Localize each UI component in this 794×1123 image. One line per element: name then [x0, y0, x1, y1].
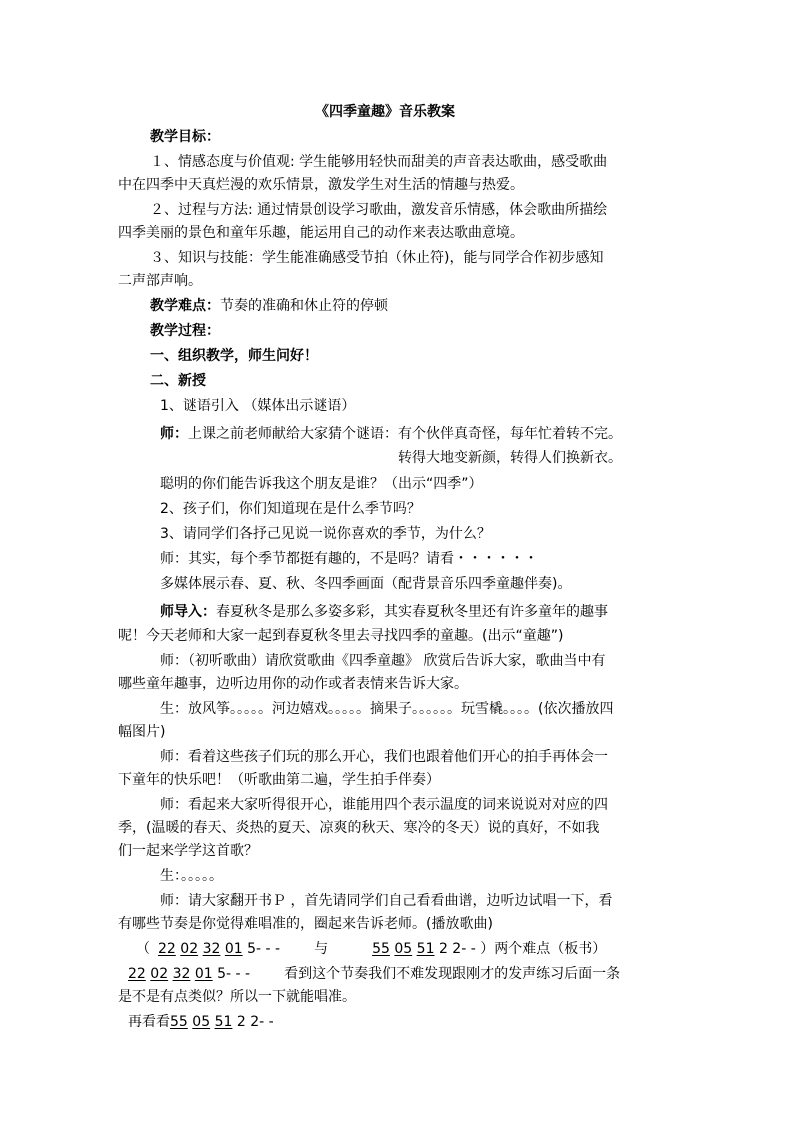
- season-question: 2、孩子们，你们知道现在是什么季节吗？: [160, 501, 421, 517]
- goal-1-line-2: 中在四季中天真烂漫的欢乐情景，激发学生对生活的情趣与热爱。: [118, 177, 524, 193]
- teacher-intro-text: 春夏秋冬是那么多姿多彩，其实春夏秋冬里还有许多童年的趣事: [216, 604, 608, 620]
- rhythm-note: 01: [194, 966, 213, 982]
- rhythm-tail: 5- - -: [217, 966, 251, 982]
- document-title: 《四季童趣》音乐教案: [315, 104, 455, 120]
- goal-3-line-1: ３、知识与技能：学生能准确感受节拍（休止符)，能与同学合作初步感知: [150, 250, 604, 266]
- goal-3-line-2: 二声部声响。: [118, 273, 202, 289]
- listen-line-2: 哪些童年趣事，边听边用你的动作或者表情来告诉大家。: [118, 676, 468, 692]
- rhythm-compare-line: [128, 964, 620, 984]
- rhythm-tail: 2 2- - ）两个难点（板书）: [438, 941, 607, 957]
- media-show-line: 多媒体展示春、夏、秋、冬四季画面（配背景音乐四季童趣伴奏)。: [160, 576, 572, 592]
- rhythm-note: 02: [150, 966, 169, 982]
- rhythm-compare-text: 看到这个节奏我们不难发现跟刚才的发声练习后面一条: [284, 966, 621, 982]
- rhythm-note: 55: [372, 941, 390, 957]
- temperature-line-3: 们一起来学学这首歌？: [118, 843, 258, 859]
- rhythm-note: 51: [214, 1014, 233, 1030]
- rhythm-difficulty-line: [136, 939, 606, 959]
- open-book-line-2: 有哪些节奏是你觉得难唱准的，圈起来告诉老师。(播放歌曲): [118, 916, 493, 932]
- rhythm-note: 32: [202, 941, 221, 957]
- step-1-heading: 一、组织教学，师生问好！: [150, 348, 318, 364]
- goal-1-line-1: １、情感态度与价值观: 学生能够用轻快而甜美的声音表达歌曲，感受歌曲: [150, 154, 608, 170]
- favorite-season-question: 3、请同学们各抒己见说一说你喜欢的季节，为什么？: [160, 526, 491, 542]
- rhythm-note: 22: [128, 966, 146, 982]
- teacher-intro-line-1: [160, 602, 608, 622]
- rhythm-note: 05: [394, 941, 413, 957]
- look-again-prefix: 再看看: [128, 1014, 170, 1030]
- open-book-line-1: 师：请大家翻开书Ｐ ，首先请同学们自己看看曲谱，边听边试唱一下，看: [160, 893, 613, 909]
- riddle-text: 上课之前老师献给大家猜个谜语：有个伙伴真奇怪，每年忙着转不完。: [188, 426, 622, 442]
- temperature-line-2: 季，(温暖的春天、炎热的夏天、凉爽的秋天、寒冷的冬天）说的真好，不如我: [118, 820, 600, 836]
- teacher-intro-line-2: 呢！今天老师和大家一起到春夏秋冬里去寻找四季的童趣。(出示“童趣”): [118, 628, 564, 644]
- rhythm-open-paren: （: [136, 941, 150, 957]
- clap-line-2: 下童年的快乐吧！（听歌曲第二遍，学生拍手伴奏）: [118, 772, 440, 788]
- process-heading: 教学过程：: [150, 323, 220, 339]
- teacher-intro-label: 师导入：: [160, 604, 216, 620]
- rhythm-note: 05: [192, 1014, 211, 1030]
- temperature-line-1: 师：看起来大家听得很开心，谁能用四个表示温度的词来说说对对应的四: [160, 797, 608, 813]
- look-again-line: [128, 1012, 274, 1032]
- rhythm-note: 01: [224, 941, 243, 957]
- riddle-line-2: 转得大地变新颜，转得人们换新衣。: [398, 450, 622, 466]
- step-2-heading: 二、新授: [150, 373, 206, 389]
- riddle-line-1: [160, 424, 622, 444]
- goal-2-line-1: ２、过程与方法: 通过情景创设学习歌曲，激发音乐情感，体会歌曲所描绘: [150, 202, 608, 218]
- goals-heading: 教学目标：: [150, 129, 220, 145]
- rhythm-note: 32: [172, 966, 191, 982]
- clap-line-1: 师：看着这些孩子们玩的那么开心，我们也跟着他们开心的拍手再体会一: [160, 749, 608, 765]
- student-answer-line-2: 幅图片): [118, 724, 166, 740]
- rhythm-tail: 2 2- -: [236, 1014, 274, 1030]
- riddle-intro: 1、谜语引入 （媒体出示谜语）: [160, 398, 356, 414]
- difficulty-text: 节奏的准确和休止符的停顿: [220, 298, 388, 314]
- rhythm-tail: 5- - -: [247, 941, 281, 957]
- rhythm-note: 51: [416, 941, 435, 957]
- teacher-label: 师：: [160, 426, 188, 442]
- rhythm-note: 22: [158, 941, 176, 957]
- rhythm-and: 与: [314, 941, 329, 957]
- rhythm-note: 02: [180, 941, 199, 957]
- difficulty-line: [150, 296, 388, 316]
- goal-2-line-2: 四季美丽的景色和童年乐趣，能运用自己的动作来表达歌曲意境。: [118, 225, 524, 241]
- difficulty-label: 教学难点：: [150, 298, 220, 314]
- teacher-seasons-line: 师：其实，每个季节都挺有趣的，不是吗？请看・・・・・・: [160, 551, 538, 567]
- student-answer-2: 生：。。。。。: [160, 868, 223, 884]
- listen-line-1: 师：（初听歌曲）请欣赏歌曲《四季童趣》 欣赏后告诉大家，歌曲当中有: [160, 653, 606, 669]
- rhythm-note: 55: [170, 1014, 188, 1030]
- riddle-question: 聪明的你们能告诉我这个朋友是谁？（出示“四季”）: [160, 476, 483, 492]
- similar-line: 是不是有点类似？所以一下就能唱准。: [118, 989, 356, 1005]
- student-answer-line-1: 生：放风筝。。。。。河边嬉戏。。。。。摘果子。。。。。。玩雪橇。。。。(依次播放四: [160, 701, 614, 717]
